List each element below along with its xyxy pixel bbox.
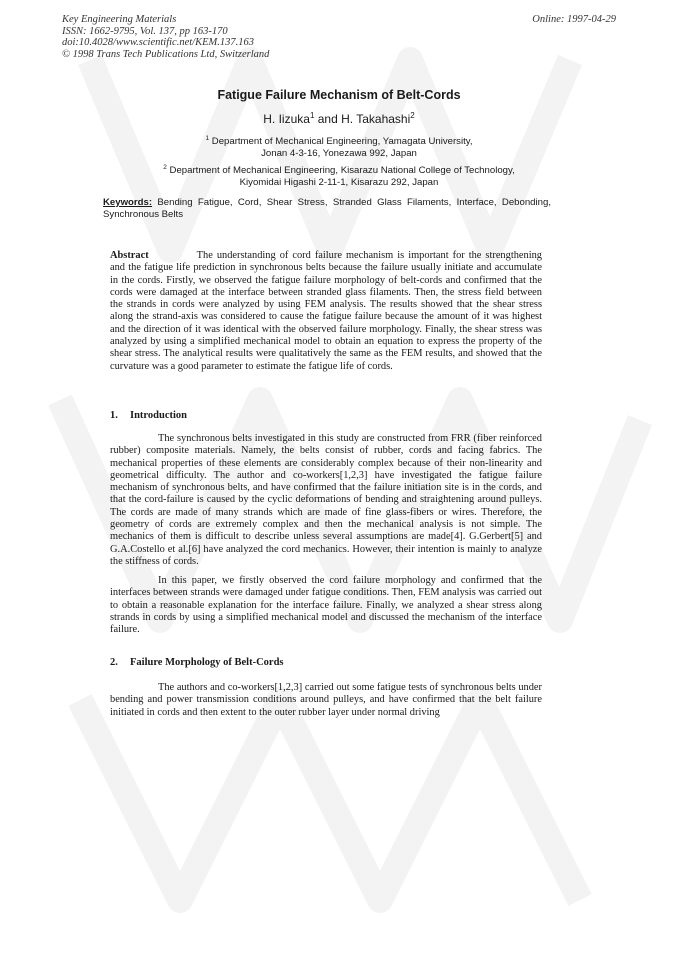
affiliation-line: Department of Mechanical Engineering, Yamagata University, — [209, 136, 473, 148]
author-affiliation-mark: 2 — [410, 111, 415, 120]
doi-line: doi:10.4028/www.scientific.net/KEM.137.163 — [62, 37, 254, 48]
affiliation-2 — [0, 162, 678, 189]
issn-line: ISSN: 1662-9795, Vol. 137, pp 163-170 — [62, 25, 228, 37]
copyright-line: © 1998 Trans Tech Publications Ltd, Switzerland — [62, 48, 270, 60]
publication-info — [62, 14, 269, 60]
abstract-text: The understanding of cord failure mechanism is important for the strengthening and the fatigue life prediction in synchronous belts because the failure usually initiate and accumulate in the cords. Firstly, we observed the fatigue failure morphology of belt-cords and confirmed that the cords were damaged at the interface between stranded glass filaments. Then, the stress field between the strands in cords were analyzed by using FEM analysis. The results showed that the shear stress along the strand-axis was considered to cause the fatigue failure because the amount of it was highest and the direction of it was identical with the observed failure morphology. Finally, the shear stress was analyzed by using a simplified mechanical model to obtain an equation to express the property of the shear stress. The analytical results were qualitatively the same as the FEM results, and showed that the curvature was a good parameter to estimate the fatigue life of cords. — [110, 250, 542, 372]
abstract-label: Abstract — [110, 250, 149, 261]
section-title: Introduction — [130, 410, 187, 421]
affiliation-mark: 1 — [205, 135, 210, 142]
section-heading-failure-morphology — [110, 657, 284, 668]
section-heading-introduction — [110, 410, 187, 421]
author-name: H. Iizuka — [263, 112, 310, 126]
keywords-label: Keywords: — [103, 197, 153, 208]
abstract — [110, 250, 542, 373]
author-list — [0, 111, 678, 126]
affiliation-line: Kiyomidai Higashi 2-11-1, Kisarazu 292, Japan — [239, 177, 439, 189]
section-number: 1. — [110, 410, 118, 421]
online-date: Online: 1997-04-29 — [532, 14, 616, 25]
affiliation-mark: 2 — [163, 164, 167, 171]
author-affiliation-mark: 1 — [309, 111, 315, 120]
affiliation-line: Jonan 4-3-16, Yonezawa 992, Japan — [261, 148, 417, 160]
affiliation-1 — [0, 133, 678, 160]
intro-paragraph-1: The synchronous belts investigated in this study are constructed from FRR (fiber reinforced rubber) composite materials. Namely, the belts consist of rubber, cords and facing fabrics. The mechanical properties of these elements are considerably complex because of their non-linearity and geometrical difficulty. The author and co-workers[1,2,3] have investigated the fatigue failure mechanism of synchronous belts, and have confirmed that the failure initiation site is in the cords, and that the cord-failure is caused by the cyclic deformations of bending and straightening around pulleys. The cords are made of many strands which are made of fine glass-fibers or wires. Therefore, the geometry of cords are extremely complex and then the mechanical analysis is not simple. The mechanics of them is difficult to describe unless several assumptions are made[4]. G.Gerbert[5] and G.A.Costello et al.[6] have analyzed the cord mechanics. However, their intention is mainly to analyze the stiffness of cords. — [110, 433, 542, 567]
journal-name: Key Engineering Materials — [62, 14, 177, 25]
author-name: H. Takahashi — [341, 112, 411, 126]
author-separator: and — [314, 112, 342, 126]
paper-title: Fatigue Failure Mechanism of Belt-Cords — [217, 88, 461, 102]
affiliation-line: Department of Mechanical Engineering, Kisarazu National College of Technology, — [166, 165, 515, 177]
section2-paragraph-1: The authors and co-workers[1,2,3] carried out some fatigue tests of synchronous belts under bending and power transmission conditions around pulleys, and have confirmed that the belt failure initiated in cords and then extent to the outer rubber layer under normal driving — [110, 682, 542, 718]
keywords-text: Bending Fatigue, Cord, Shear Stress, Stranded Glass Filaments, Interface, Debonding, Synchronous Belts — [103, 197, 551, 220]
section-title: Failure Morphology of Belt-Cords — [130, 657, 284, 668]
section-number: 2. — [110, 657, 118, 668]
keywords — [103, 197, 551, 221]
intro-paragraph-2: In this paper, we firstly observed the cord failure morphology and confirmed that the interfaces between strands were damaged under fatigue conditions. Then, FEM analysis was carried out to obtain a reasonable explanation for the interface failure. Finally, we analyzed a shear stress along strands in cords by using a simplified mechanical model and discussed the mechanism of the interface failure. — [110, 575, 542, 636]
